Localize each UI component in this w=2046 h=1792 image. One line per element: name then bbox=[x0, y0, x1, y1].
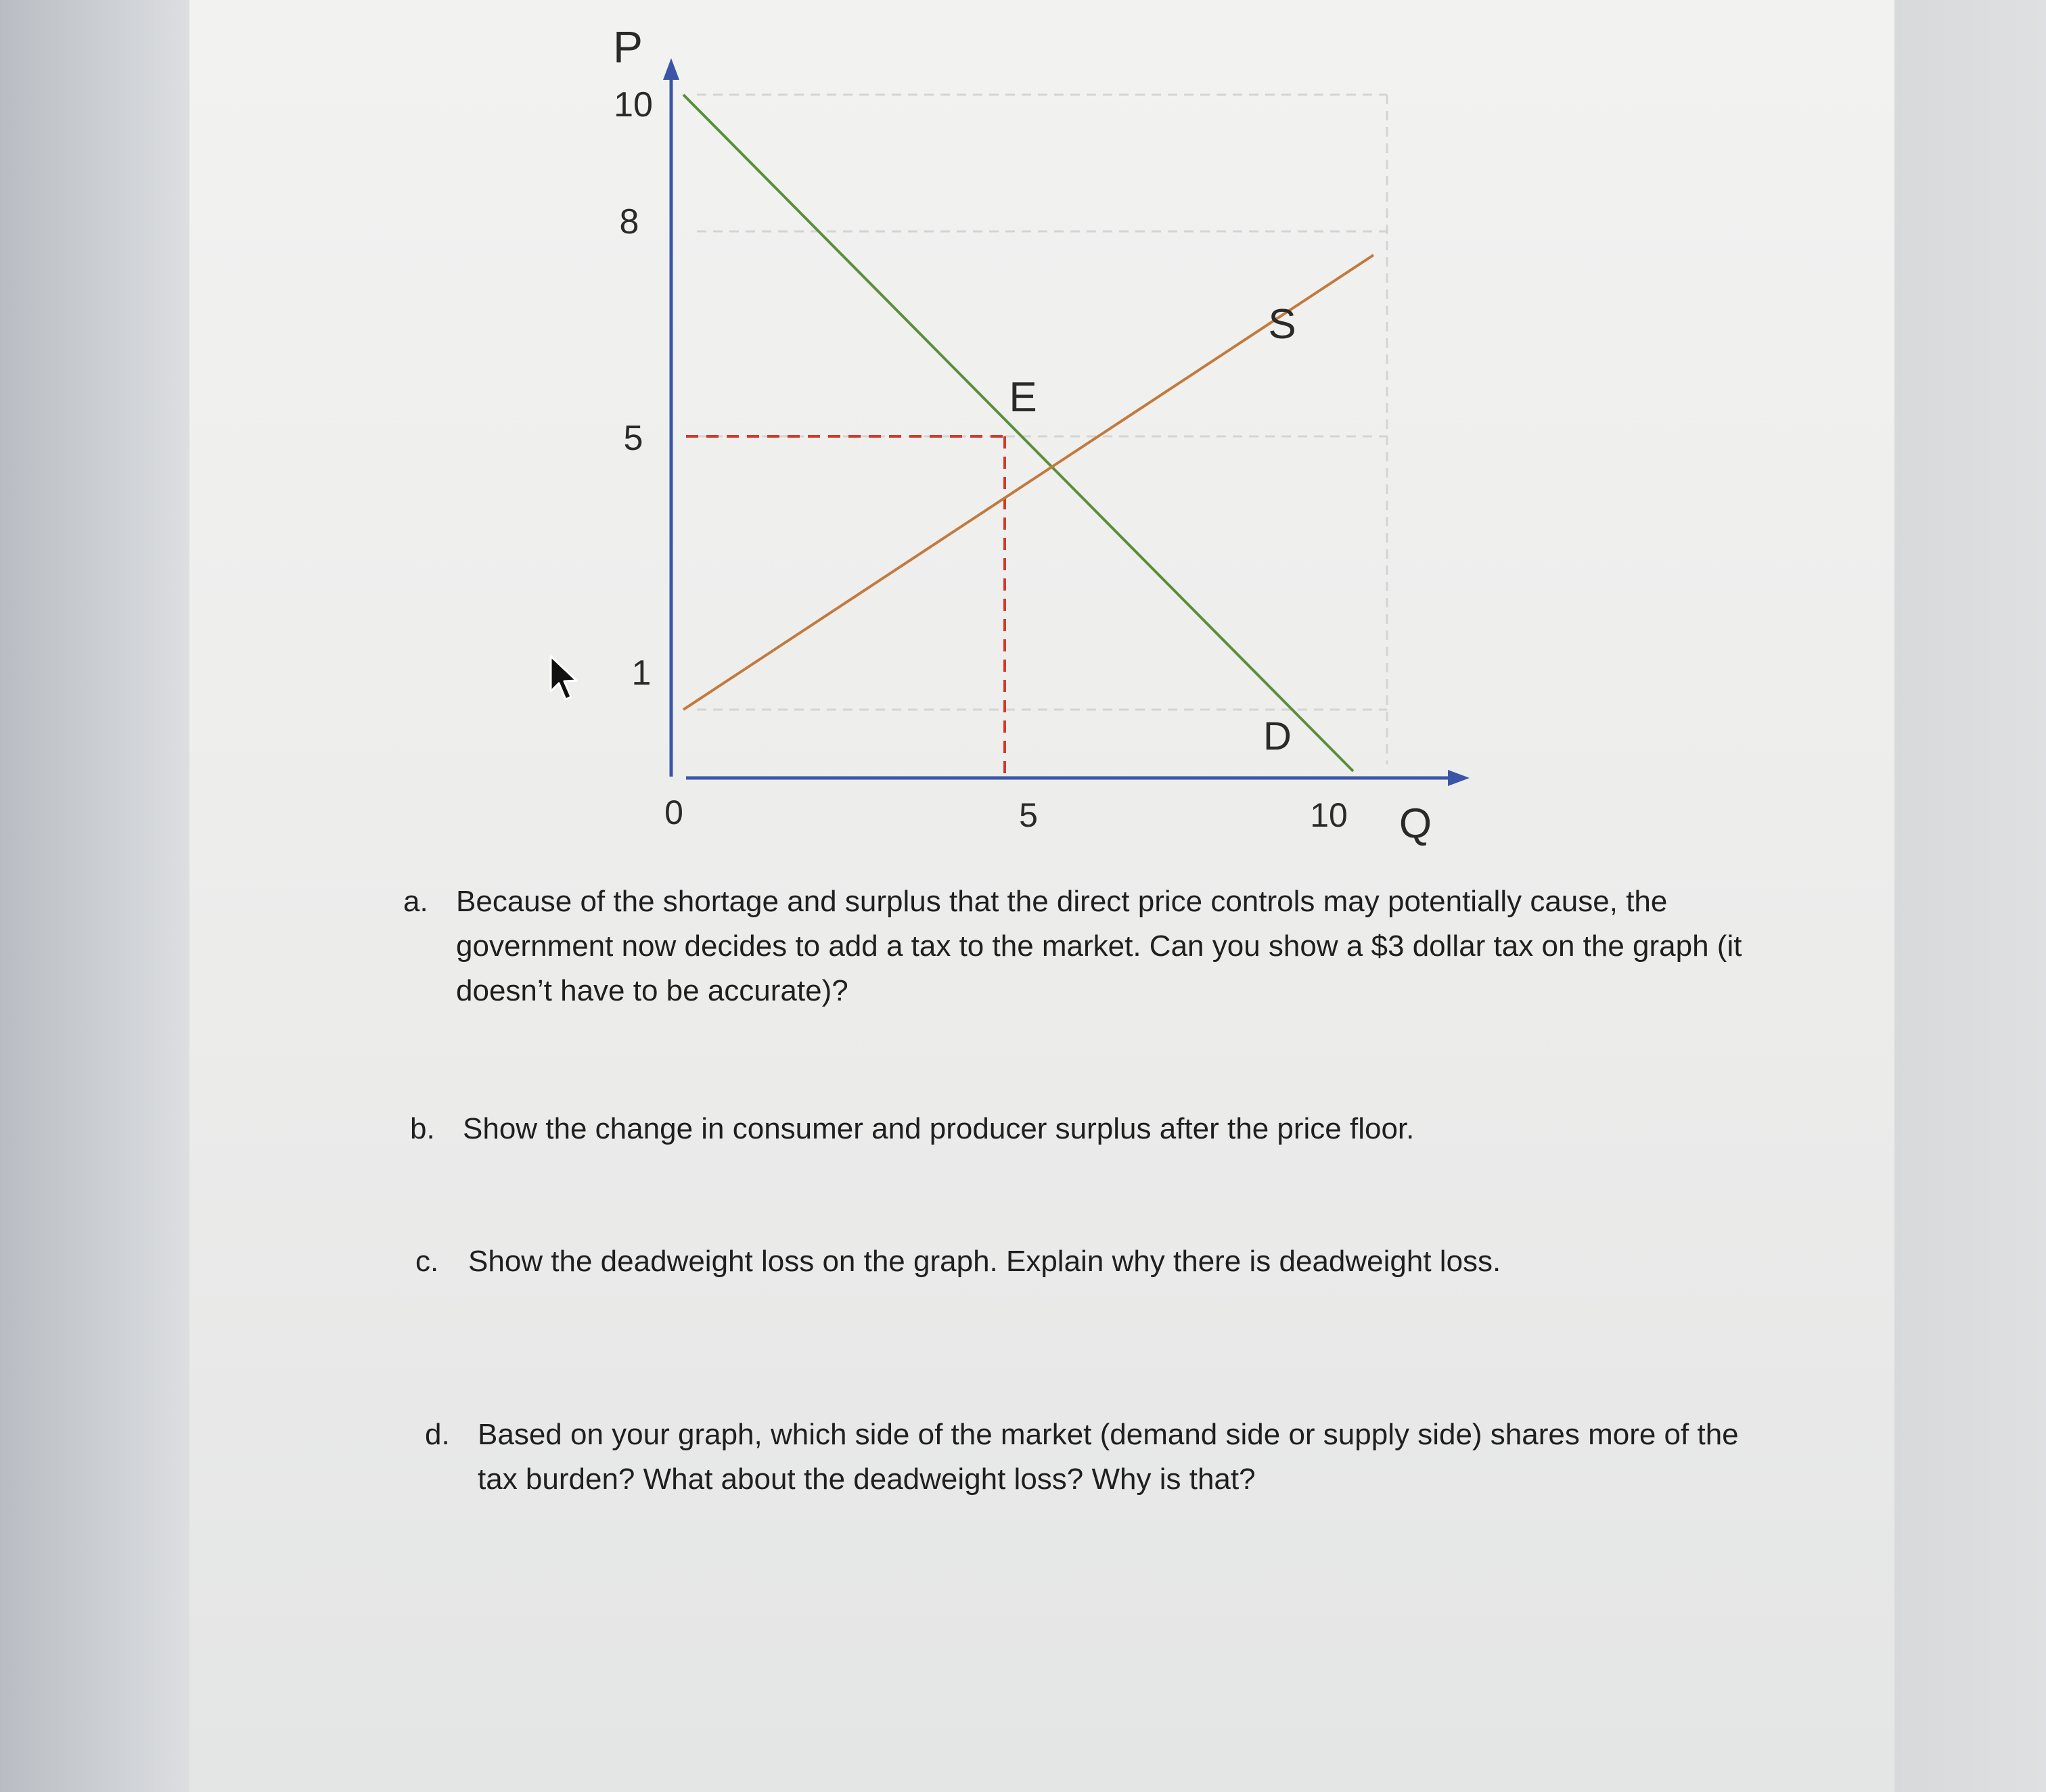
question-a-label: a. bbox=[403, 885, 428, 918]
equilibrium-label: E bbox=[1009, 374, 1037, 421]
y-axis-label: P bbox=[612, 22, 643, 72]
y-tick-label: 10 bbox=[614, 85, 653, 124]
supply-label: S bbox=[1268, 301, 1296, 348]
question-c-label: c. bbox=[415, 1245, 439, 1278]
y-axis-arrow bbox=[663, 58, 679, 80]
demand-label: D bbox=[1263, 714, 1292, 758]
question-d-text: Based on your graph, which side of the market (demand side or supply side) shares more of the tax burden? What about the deadweight loss? Why is that? bbox=[478, 1418, 1739, 1496]
question-d-label: d. bbox=[425, 1418, 450, 1451]
question-a bbox=[403, 879, 1755, 1013]
x-tick-label: 10 bbox=[1310, 796, 1348, 834]
y-tick-label: 5 bbox=[623, 419, 643, 458]
y-tick-label: 8 bbox=[619, 202, 639, 242]
x-tick-label: 5 bbox=[1019, 796, 1038, 834]
x-tick-label: 0 bbox=[664, 794, 683, 831]
mouse-cursor-icon bbox=[547, 653, 585, 705]
demand-line bbox=[683, 95, 1353, 771]
x-axis-arrow bbox=[1448, 770, 1470, 786]
question-d bbox=[425, 1412, 1750, 1502]
question-c bbox=[415, 1239, 1754, 1284]
gridlines bbox=[697, 95, 1387, 764]
y-tick-label: 1 bbox=[631, 653, 652, 693]
supply-demand-chart bbox=[0, 0, 2046, 879]
question-b-label: b. bbox=[410, 1112, 435, 1145]
x-axis-label: Q bbox=[1399, 800, 1432, 847]
question-b bbox=[410, 1107, 1748, 1151]
question-a-text: Because of the shortage and surplus that the direct price controls may potentially cause, the government now decides to add a tax to the market. Can you show a $3 dollar tax on the graph (it doesn’t have to be accurate)? bbox=[456, 885, 1742, 1007]
question-c-text: Show the deadweight loss on the graph. Explain why there is deadweight loss. bbox=[468, 1245, 1501, 1278]
question-b-text: Show the change in consumer and producer surplus after the price floor. bbox=[463, 1112, 1415, 1145]
